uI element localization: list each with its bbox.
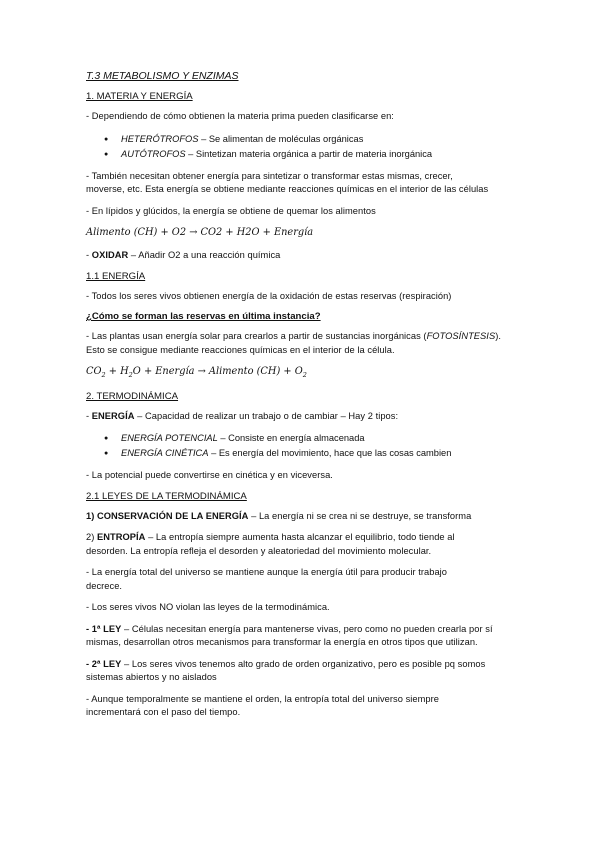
paragraph: - Dependiendo de cómo obtienen la materia prima pueden clasificarse en: [86,111,394,121]
question-heading: ¿Cómo se forman las reservas en última instancia? [86,311,321,322]
list-item: ● HETERÓTROFOS – Se alimentan de moléculas orgánicas [121,132,536,147]
paragraph: decrece. [86,580,123,591]
formula-photosynthesis: $CO_2 + H_2O$ + Energía → Alimento $(CH) + O_2$ [86,366,307,379]
document-title: T.3 METABOLISMO Y ENZIMAS [86,70,239,82]
paragraph: - Los seres vivos NO violan las leyes de la termodinámica. [86,602,330,613]
formula-combustion: Alimento (CH) + O2 → CO2 + H2O + Energía [86,227,314,238]
paragraph: - También necesitan obtener energía para sintetizar o transformar estas mismas, crecer, [86,170,453,181]
section-2-heading: 2. TERMODINÁMICA [86,390,179,402]
section-1-heading: 1. MATERIA Y ENERGÍA [86,91,193,102]
paragraph: moverse, etc. Esta energía se obtiene mediante reacciones químicas en el interior de las células [86,184,489,194]
section-1-1-heading: 1.1 ENERGÍA [86,270,146,282]
paragraph: incrementará con el paso del tiempo. [86,707,241,718]
second-law-paragraph: - 2ª LEY – Los seres vivos tenemos alto grado de orden organizativo, pero es posible pq somos [86,658,486,669]
section-2-1-heading: 2.1 LEYES DE LA TERMODINÁMICA [86,490,247,502]
paragraph: - La potencial puede convertirse en cinética y en viceversa. [86,470,333,481]
law-1: 1) CONSERVACIÓN DE LA ENERGÍA – La energía ni se crea ni se destruye, se transforma [86,510,472,521]
paragraph: sistemas abiertos y no aislados [86,672,217,683]
document-page [86,70,536,720]
paragraph: Esto se consigue mediante reacciones químicas en el interior de la célula. [86,344,395,355]
list-item: ● ENERGÍA POTENCIAL – Consiste en energía almacenada [121,431,536,446]
paragraph: - Aunque temporalmente se mantiene el orden, la entropía total del universo siempre [86,693,439,704]
paragraph: - Todos los seres vivos obtienen energía de la oxidación de estas reservas (respiración) [86,290,452,301]
paragraph: mismas, desarrollan otros mecanismos para transformar la energía en otros tipos que utilizan. [86,637,478,648]
list-item: ● ENERGÍA CINÉTICA – Es energía del movimiento, hace que las cosas cambien [121,446,536,461]
definition-energia: - ENERGÍA – Capacidad de realizar un trabajo o de cambiar – Hay 2 tipos: [86,410,399,421]
list-item: ● AUTÓTROFOS – Sintetizan materia orgánica a partir de materia inorgánica [121,147,536,162]
definition-oxidar: - OXIDAR – Añadir O2 a una reacción química [86,250,281,260]
paragraph: - Las plantas usan energía solar para crearlos a partir de sustancias inorgánicas (FOTOSÍNTESIS). [86,331,501,341]
paragraph: desorden. La entropía refleja el desorden y aleatoriedad del movimiento molecular. [86,545,432,556]
bullet-list [86,132,536,162]
paragraph: - La energía total del universo se mantiene aunque la energía útil para producir trabajo [86,567,448,578]
paragraph: - En lípidos y glúcidos, la energía se obtiene de quemar los alimentos [86,205,376,216]
law-2: 2) ENTROPÍA – La entropía siempre aumenta hasta alcanzar el equilibrio, todo tiende al [86,532,455,543]
first-law-paragraph: - 1ª LEY – Células necesitan energía para mantenerse vivas, pero como no pueden crearla por sí [86,623,493,634]
bullet-list [86,431,536,461]
